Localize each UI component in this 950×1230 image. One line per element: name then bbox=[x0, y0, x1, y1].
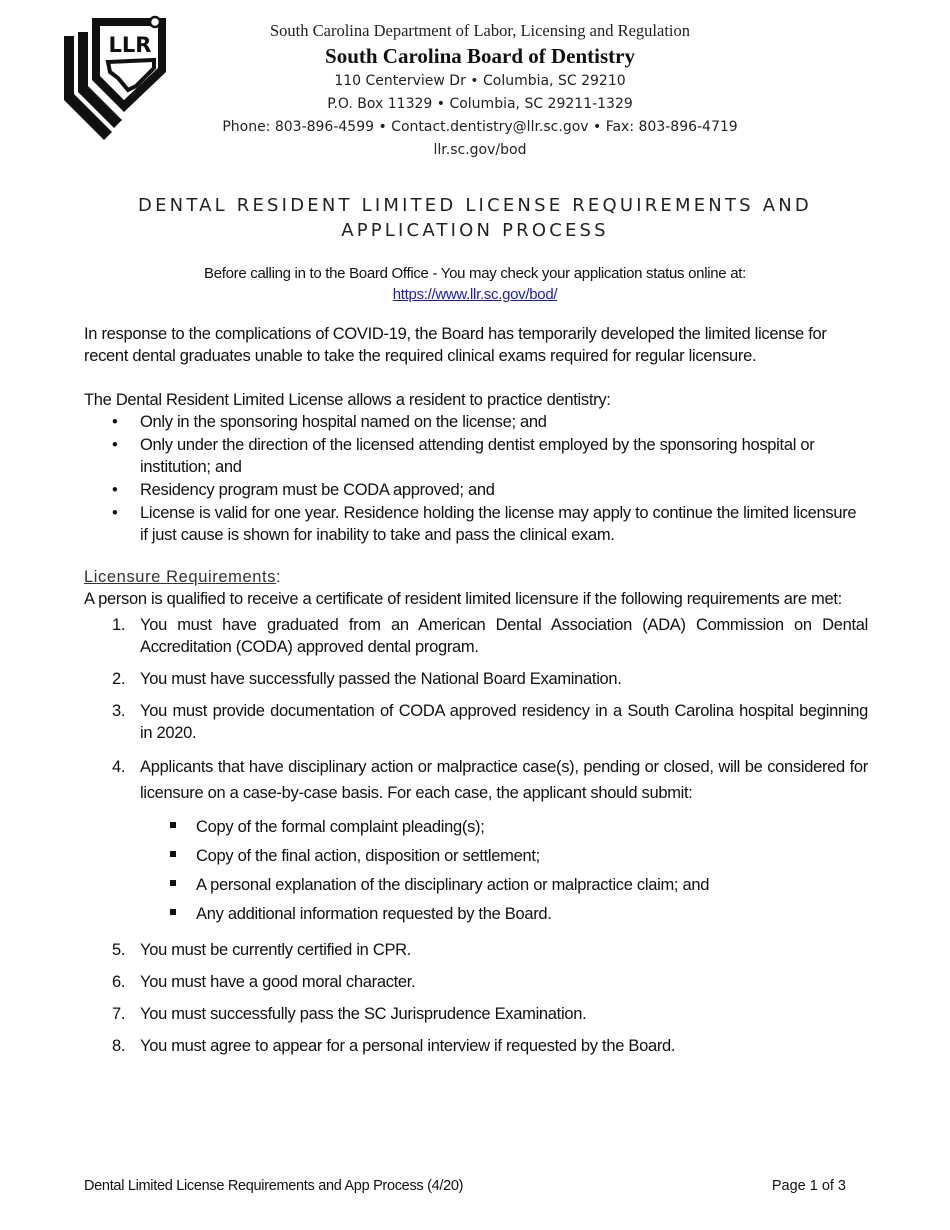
sub-list-item: Any additional information requested by the Board. bbox=[140, 901, 868, 927]
status-notice bbox=[110, 263, 840, 305]
requirement-item: 8. You must agree to appear for a personal interview if requested by the Board. bbox=[112, 1037, 676, 1055]
requirement-item: 1. You must have graduated from an American Dental Association (ADA) Commission on Dental Accreditation (CODA) approved dental program. bbox=[112, 616, 868, 656]
board-name: South Carolina Board of Dentistry bbox=[325, 44, 635, 68]
square-bullet-icon bbox=[170, 822, 176, 828]
street-address: 110 Centerview Dr • Columbia, SC 29210 bbox=[334, 73, 626, 89]
requirements-intro: A person is qualified to receive a certificate of resident limited licensure if the following requirements are met: bbox=[84, 590, 842, 608]
footer-document-name: Dental Limited License Requirements and App Process (4/20) bbox=[84, 1178, 464, 1194]
bullet-icon: • bbox=[112, 413, 118, 431]
status-text: Before calling in to the Board Office - You may check your application status online at: bbox=[204, 265, 746, 282]
sub-list-item: Copy of the final action, disposition or settlement; bbox=[140, 843, 868, 869]
po-box-address: P.O. Box 11329 • Columbia, SC 29211-1329 bbox=[327, 96, 633, 112]
list-item: • Residency program must be CODA approved; and bbox=[112, 481, 495, 499]
bullet-icon: • bbox=[112, 481, 118, 499]
logo-text: LLR bbox=[108, 33, 152, 57]
square-bullet-icon bbox=[170, 909, 176, 915]
requirement-item: 7. You must successfully pass the SC Jurisprudence Examination. bbox=[112, 1005, 587, 1023]
llr-logo bbox=[60, 14, 170, 142]
title-line-2: APPLICATION PROCESS bbox=[341, 220, 609, 241]
sub-list-item: Copy of the formal complaint pleading(s); bbox=[140, 814, 868, 840]
sub-list-item: A personal explanation of the disciplinary action or malpractice claim; and bbox=[140, 872, 868, 898]
requirements-list bbox=[84, 614, 868, 1057]
document-title bbox=[110, 193, 840, 243]
requirement-item: 4. Applicants that have disciplinary action or malpractice case(s), pending or closed, will be considered for licensure on a case-by-case basis. For each case, the applicant should submit: Copy of the formal complaint pleading(s); Copy of the final action, disposition or settlement; A personal explanation of the disciplinary action or malpractice claim; and Any additional information requested by the Board. bbox=[84, 754, 868, 927]
website: llr.sc.gov/bod bbox=[433, 142, 527, 158]
requirements-heading: Licensure Requirements: bbox=[84, 568, 282, 586]
requirement-item: 3. You must provide documentation of CODA approved residency in a South Carolina hospital beginning in 2020. bbox=[112, 702, 868, 742]
footer-page-number: Page 1 of 3 bbox=[771, 1178, 846, 1194]
requirement-item: 6. You must have a good moral character. bbox=[112, 973, 416, 991]
requirement-item: 5. You must be currently certified in CPR. bbox=[112, 941, 412, 959]
requirement-item: 2. You must have successfully passed the National Board Examination. bbox=[112, 670, 622, 688]
submission-list bbox=[140, 814, 868, 927]
allows-intro: The Dental Resident Limited License allows a resident to practice dentistry: bbox=[84, 391, 611, 409]
list-item: • Only under the direction of the licensed attending dentist employed by the sponsoring hospital or institution; and bbox=[112, 436, 815, 476]
title-line-1: DENTAL RESIDENT LIMITED LICENSE REQUIREMENTS AND bbox=[138, 195, 812, 216]
department-name: South Carolina Department of Labor, Licensing and Regulation bbox=[270, 21, 690, 40]
square-bullet-icon bbox=[170, 851, 176, 857]
square-bullet-icon bbox=[170, 880, 176, 886]
intro-paragraph: In response to the complications of COVID-19, the Board has temporarily developed the limited license for recent dental graduates unable to take the required clinical exams required for regular licensure. bbox=[84, 325, 827, 365]
allows-list bbox=[84, 411, 868, 546]
document-body bbox=[84, 323, 868, 1067]
contact-line: Phone: 803-896-4599 • Contact.dentistry@llr.sc.gov • Fax: 803-896-4719 bbox=[222, 119, 738, 135]
bullet-icon: • bbox=[112, 436, 118, 454]
bullet-icon: • bbox=[112, 504, 118, 522]
status-link[interactable]: https://www.llr.sc.gov/bod/ bbox=[392, 286, 558, 303]
letterhead bbox=[200, 20, 760, 162]
list-item: • Only in the sponsoring hospital named on the license; and bbox=[112, 413, 547, 431]
list-item: • License is valid for one year. Residence holding the license may apply to continue the limited licensure if just cause is shown for inability to take and pass the clinical exam. bbox=[112, 504, 857, 544]
